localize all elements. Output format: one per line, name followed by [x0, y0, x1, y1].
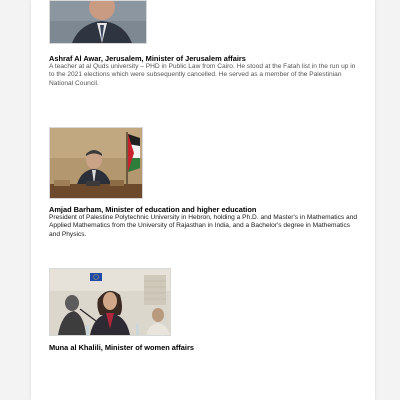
- minister-name-3: Muna al Khalili, Minister of women affairs: [49, 343, 194, 352]
- minister-entry-3: [49, 268, 359, 352]
- document-page: [31, 0, 375, 400]
- minister-bio-1: A teacher at al Quds university – PHD in Public Law from Cairo. He stood at the Fatah list in the run up in to the 2021 elections which were subsequently cancelled. He served as a member of the Palestinian National Council.: [49, 63, 356, 87]
- portrait-photo-1: [49, 0, 147, 44]
- minister-bio-2: President of Palestine Polytechnic University in Hebron, holding a Ph.D. and Master's in Mathematics and Applied Mathematics from the University of Rajasthan in India, and a Bachelor's degree in Mathematics and Physics.: [49, 214, 358, 238]
- minister-name-2: Amjad Barham, Minister of education and higher education: [49, 205, 257, 214]
- portrait-photo-2: [49, 127, 143, 199]
- minister-name-1: Ashraf Al Awar, Jerusalem, Minister of Jerusalem affairs: [49, 54, 246, 63]
- minister-entry-2: [49, 127, 359, 239]
- portrait-photo-3: [49, 268, 171, 336]
- minister-entry-1: [49, 0, 359, 88]
